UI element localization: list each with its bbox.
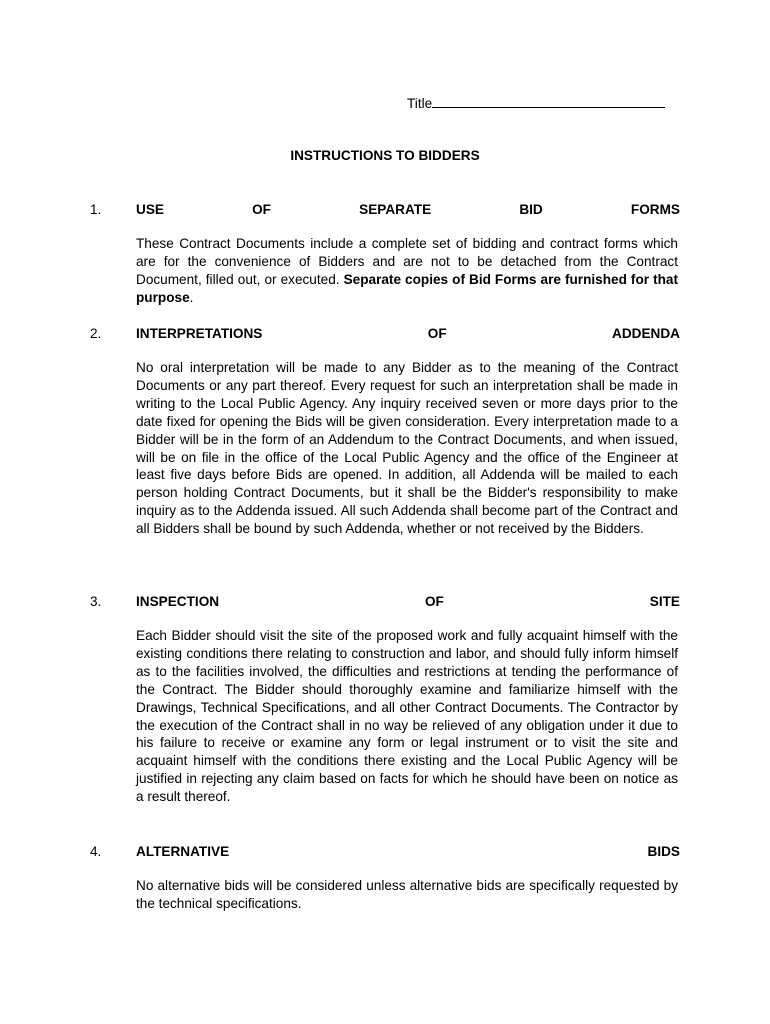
- section-number: 3.: [90, 594, 102, 609]
- heading-word: INTERPRETATIONS: [136, 326, 263, 341]
- section-body-text: These Contract Documents include a complete set of bidding and contract forms which are for the convenience of Bidders and are not to be detached from the Contract Document, filled out, or executed.: [136, 236, 678, 287]
- section-number: 1.: [90, 202, 102, 217]
- section-body: No oral interpretation will be made to any Bidder as to the meaning of the Contract Documents or any part thereof. Every request for such an interpretation shall be made in writing to the Local Public Agency. Any inquiry received seven or more days prior to the date fixed for opening the Bids will be given consideration. Every interpretation made to a Bidder will be in the form of an Addendum to the Contract Documents, and when issued, will be on file in the office of the Local Public Agency and the office of the Engineer at least five days before Bids are opened. In addition, all Addenda will be mailed to each person holding Contract Documents, but it shall be the Bidder's responsibility to make inquiry as to the Addenda issued. All such Addenda shall become part of the Contract and all Bidders shall be bound by such Addenda, whether or not received by the Bidders.: [136, 360, 678, 537]
- heading-word: BID: [519, 202, 543, 217]
- heading-word: INSPECTION: [136, 594, 220, 609]
- section-body: Each Bidder should visit the site of the proposed work and fully acquaint himself with the existing conditions there relating to construction and labor, and should fully inform himself as to the facilities involved, the difficulties and restrictions at tending the performance of the Contract. The Bidder should thoroughly examine and familiarize himself with the Drawings, Technical Specifications, and all other Contract Documents. The Contractor by the execution of the Contract shall in no way be relieved of any obligation under it due to his failure to receive or examine any form or legal instrument or to visit the site and acquaint himself with the conditions there existing and the Local Public Agency will be justified in rejecting any claim based on facts for which he should have been on notice as a result thereof.: [136, 628, 678, 805]
- section-4: [90, 843, 680, 913]
- heading-word: ALTERNATIVE: [136, 844, 230, 859]
- section-heading-words: [136, 843, 680, 861]
- section-heading-words: [136, 325, 680, 343]
- heading-word: OF: [427, 326, 447, 341]
- section-3: [90, 593, 680, 806]
- title-blank-line: [432, 93, 665, 108]
- document-heading-text: INSTRUCTIONS TO BIDDERS: [290, 148, 480, 163]
- section-number: 2.: [90, 326, 102, 341]
- heading-word: OF: [424, 594, 444, 609]
- section-body: No alternative bids will be considered unless alternative bids are specifically requested by the technical specifications.: [136, 878, 678, 911]
- heading-word: ADDENDA: [612, 326, 680, 341]
- heading-word: OF: [252, 202, 271, 217]
- section-heading: [90, 593, 680, 611]
- section-body-bold: Separate copies of Bid Forms are furnished for that purpose: [136, 271, 678, 305]
- section-1: [90, 201, 680, 307]
- section-heading: [90, 843, 680, 861]
- title-label: Title: [407, 96, 433, 111]
- section-heading: [90, 325, 680, 343]
- document-heading: [0, 147, 770, 165]
- title-field: [407, 93, 665, 113]
- heading-word: SITE: [649, 594, 680, 609]
- heading-word: FORMS: [630, 202, 680, 217]
- heading-word: USE: [136, 202, 164, 217]
- section-2: [90, 325, 680, 538]
- section-body-end: .: [189, 289, 194, 305]
- heading-word: BIDS: [647, 844, 680, 859]
- section-number: 4.: [90, 844, 102, 859]
- section-heading-words: [136, 593, 680, 611]
- heading-word: SEPARATE: [359, 202, 432, 217]
- section-body: [136, 235, 678, 307]
- section-heading: [90, 201, 680, 219]
- section-heading-words: [136, 201, 680, 219]
